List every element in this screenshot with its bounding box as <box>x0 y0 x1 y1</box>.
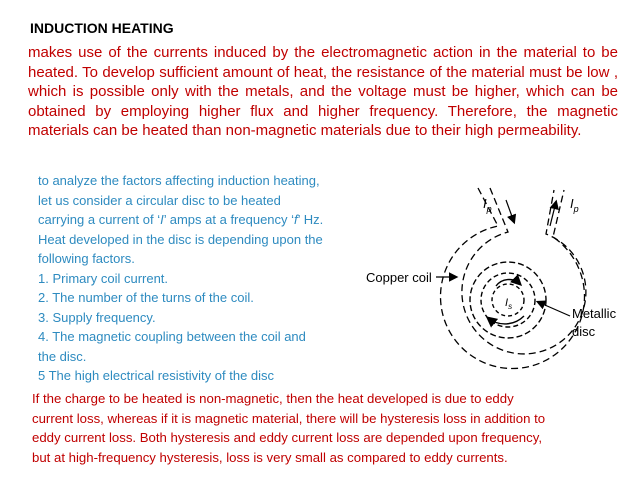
analysis-line: Heat developed in the disc is depending upon the <box>38 231 323 247</box>
factor-item: 5 The high electrical resistivity of the disc <box>38 368 275 383</box>
page-title: INDUCTION HEATING <box>30 20 174 36</box>
current-symbol: I <box>160 212 164 227</box>
induced-current-arrow <box>496 279 520 286</box>
induction-diagram <box>360 160 635 380</box>
factor-item: 2. The number of the turns of the coil. <box>38 290 254 305</box>
metallic-disc-label-line1: Metallic <box>572 306 617 321</box>
factor-item: the disc. <box>38 348 87 364</box>
analysis-block <box>38 171 368 386</box>
ip-label-left: $I_p$ <box>483 196 492 214</box>
primary-current-arrow-right <box>550 202 556 226</box>
factor-item: 4. The magnetic coupling between the coil and <box>38 329 306 344</box>
intro-paragraph: makes use of the currents induced by the electromagnetic action in the material to be heated. To develop sufficient amount of heat, the resistance of the material must be low , which is possible only with the metals, and the voltage must be higher, which can be obtained by employing higher flux and higher frequency. Therefore, the magnetic materials can be heated than non-magnetic materials due to their high permeability. <box>28 44 618 139</box>
coil-inner-outline <box>462 188 586 354</box>
ip-label-right: $I_p$ <box>570 196 579 214</box>
analysis-current-line <box>38 210 368 230</box>
factor-item: 3. Supply frequency. <box>38 309 156 325</box>
factor-item: 1. Primary coil current. <box>38 270 169 286</box>
metallic-disc-label-line2: disc <box>572 324 596 339</box>
conclusion-line: current loss, whereas if it is magnetic material, there will be hysteresis loss in addition to <box>32 410 546 426</box>
analysis-current-prefix: carrying a current of ‘ <box>38 212 161 227</box>
analysis-line: to analyze the factors affecting induction heating, <box>38 173 320 188</box>
primary-current-arrow-left <box>506 200 514 222</box>
is-label: $I_s$ <box>505 297 513 311</box>
conclusion-paragraph <box>32 389 622 467</box>
analysis-current-mid: ’ amps at a frequency ‘ <box>163 212 295 227</box>
analysis-current-end: ’ Hz. <box>297 212 324 227</box>
conclusion-line: but at high-frequency hysteresis, loss is very small as compared to eddy currents. <box>32 449 508 465</box>
analysis-line: let us consider a circular disc to be heated <box>38 192 281 208</box>
conclusion-line: eddy current loss. Both hysteresis and eddy current loss are depended upon frequency, <box>32 430 542 445</box>
copper-coil-label: Copper coil <box>366 270 432 285</box>
coil-outer-outline <box>440 188 584 369</box>
analysis-line: following factors. <box>38 251 135 266</box>
frequency-symbol: f <box>294 212 298 227</box>
conclusion-line: If the charge to be heated is non-magnetic, then the heat developed is due to eddy <box>32 391 514 406</box>
